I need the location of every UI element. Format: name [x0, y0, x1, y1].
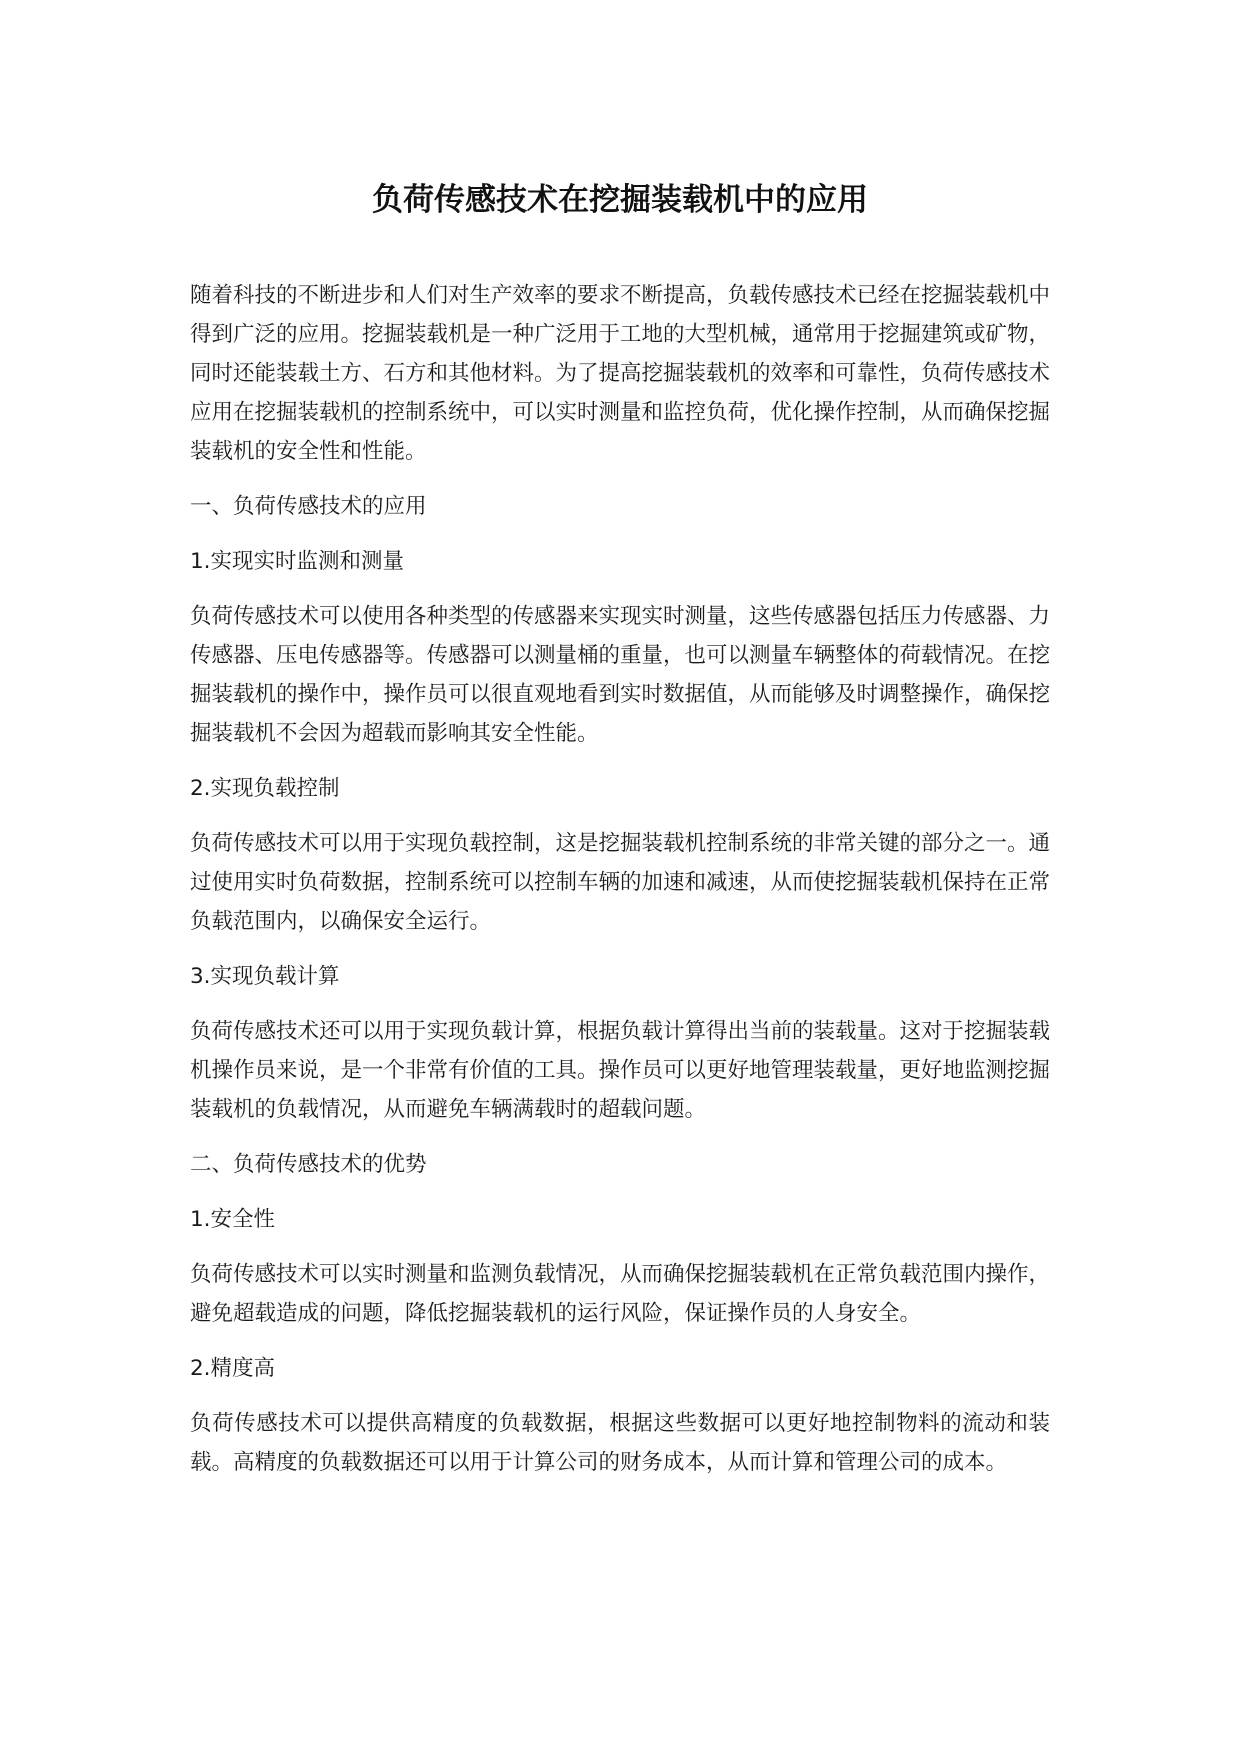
- section-heading-advantages: 二、负荷传感技术的优势: [190, 1152, 427, 1177]
- paragraph-high-precision: 负荷传感技术可以提供高精度的负载数据，根据这些数据可以更好地控制物料的流动和装载。高精度的负载数据还可以用于计算公司的财务成本，从而计算和管理公司的成本。: [190, 1411, 1050, 1475]
- document-body: [190, 174, 1050, 1498]
- paragraph-safety: 负荷传感技术可以实时测量和监测负载情况，从而确保挖掘装载机在正常负载范围内操作，避免超载造成的问题，降低挖掘装载机的运行风险，保证操作员的人身安全。: [190, 1262, 1051, 1326]
- paragraph-load-control: 负荷传感技术可以用于实现负载控制，这是挖掘装载机控制系统的非常关键的部分之一。通过使用实时负荷数据，控制系统可以控制车辆的加速和减速，从而使挖掘装载机保持在正常负载范围内，以确保安全运行。: [190, 831, 1051, 934]
- subheading-high-precision: 2.精度高: [190, 1356, 276, 1381]
- subheading-realtime-monitoring: 1.实现实时监测和测量: [190, 549, 405, 574]
- subheading-load-control: 2.实现负载控制: [190, 776, 340, 801]
- document-title: 负荷传感技术在挖掘装载机中的应用: [372, 182, 868, 218]
- paragraph-realtime-monitoring: 负荷传感技术可以使用各种类型的传感器来实现实时测量，这些传感器包括压力传感器、力传感器、压电传感器等。传感器可以测量桶的重量，也可以测量车辆整体的荷载情况。在挖掘装载机的操作中，操作员可以很直观地看到实时数据值，从而能够及时调整操作，确保挖掘装载机不会因为超载而影响其安全性能。: [190, 604, 1051, 746]
- subheading-safety: 1.安全性: [190, 1207, 276, 1232]
- intro-paragraph: 随着科技的不断进步和人们对生产效率的要求不断提高，负载传感技术已经在挖掘装载机中得到广泛的应用。挖掘装载机是一种广泛用于工地的大型机械，通常用于挖掘建筑或矿物，同时还能装载土方、石方和其他材料。为了提高挖掘装载机的效率和可靠性，负荷传感技术应用在挖掘装载机的控制系统中，可以实时测量和监控负荷，优化操作控制，从而确保挖掘装载机的安全性和性能。: [190, 283, 1051, 464]
- subheading-load-calculation: 3.实现负载计算: [190, 964, 340, 989]
- paragraph-load-calculation: 负荷传感技术还可以用于实现负载计算，根据负载计算得出当前的装载量。这对于挖掘装载机操作员来说，是一个非常有价值的工具。操作员可以更好地管理装载量，更好地监测挖掘装载机的负载情况，从而避免车辆满载时的超载问题。: [190, 1019, 1051, 1122]
- section-heading-applications: 一、负荷传感技术的应用: [190, 494, 427, 519]
